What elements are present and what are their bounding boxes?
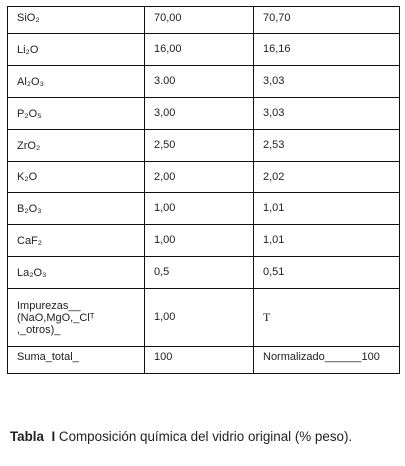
original-value-cell: 3.00 xyxy=(145,66,254,98)
original-value-cell: 2,00 xyxy=(145,162,254,193)
component-cell: Li₂O xyxy=(8,34,145,66)
component-cell: CaF₂ xyxy=(8,225,145,257)
original-value-cell: 1,00 xyxy=(145,289,254,347)
table-row xyxy=(8,225,400,257)
normalized-value-cell: 2,02 xyxy=(254,162,400,193)
original-value-cell: 100 xyxy=(145,347,254,374)
caption-label: Tabla xyxy=(10,429,44,444)
component-cell: K₂O xyxy=(8,162,145,193)
caption-number: I xyxy=(51,429,56,444)
table-row xyxy=(8,162,400,193)
table-row xyxy=(8,66,400,98)
caption-text: Composición química del vidrio original (% peso). xyxy=(58,429,353,444)
component-cell: B₂O₃ xyxy=(8,193,145,225)
component-cell: La₂O₃ xyxy=(8,257,145,289)
component-line: ,_otros)_ xyxy=(17,323,61,336)
component-cell: P₂O₅ xyxy=(8,98,145,130)
component-cell: SiO₂ xyxy=(8,7,145,34)
original-value-cell: 2,50 xyxy=(145,130,254,162)
component-cell xyxy=(8,289,145,347)
normalized-value-cell: 2,53 xyxy=(254,130,400,162)
normalized-value-cell: 1,01 xyxy=(254,225,400,257)
original-value-cell: 70,00 xyxy=(145,7,254,34)
original-value-cell: 1,00 xyxy=(145,193,254,225)
original-value-cell: 3,00 xyxy=(145,98,254,130)
component-line: (NaO,MgO,_Clᵀ xyxy=(17,311,95,324)
original-value-cell: 0,5 xyxy=(145,257,254,289)
original-value-cell: 1,00 xyxy=(145,225,254,257)
component-cell: Al₂O₃ xyxy=(8,66,145,98)
table-row xyxy=(8,7,400,34)
normalized-value-cell: 3,03 xyxy=(254,98,400,130)
normalized-value-cell: 1,01 xyxy=(254,193,400,225)
table-row xyxy=(8,98,400,130)
normalized-value-cell: 0,51 xyxy=(254,257,400,289)
component-cell: ZrO₂ xyxy=(8,130,145,162)
table-row xyxy=(8,193,400,225)
table-row xyxy=(8,347,400,374)
original-value-cell: 16,00 xyxy=(145,34,254,66)
normalized-value-cell: Normalizado______100 xyxy=(254,347,400,374)
table-caption xyxy=(10,429,400,444)
normalized-value-cell: 3,03 xyxy=(254,66,400,98)
table-row xyxy=(8,34,400,66)
normalized-value-cell: 70,70 xyxy=(254,7,400,34)
component-line: Impurezas__ xyxy=(17,299,81,312)
table-row xyxy=(8,257,400,289)
table-row xyxy=(8,130,400,162)
composition-table xyxy=(7,6,400,374)
component-cell: Suma_total_ xyxy=(8,347,145,374)
normalized-value-cell: T xyxy=(254,289,400,347)
table-row xyxy=(8,289,400,347)
normalized-value-cell: 16,16 xyxy=(254,34,400,66)
